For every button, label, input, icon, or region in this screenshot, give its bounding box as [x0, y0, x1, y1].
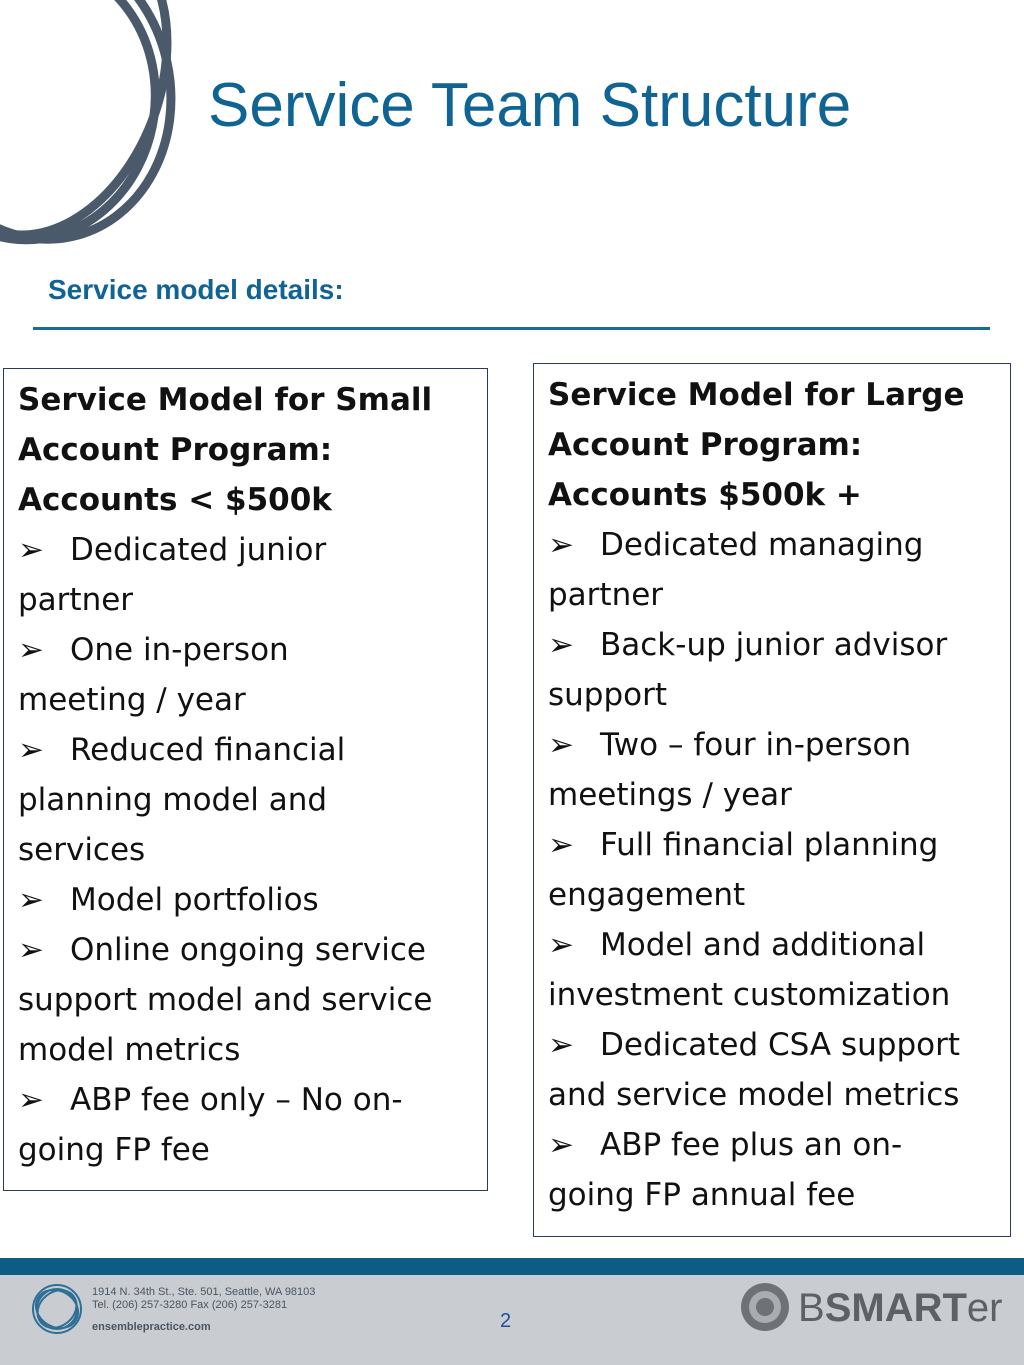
arrow-bullet-icon: ➢ — [18, 1082, 44, 1118]
bsmarter-logo-icon — [738, 1280, 792, 1334]
heading-line: Service Model for Large — [548, 377, 965, 413]
bullet-item — [18, 925, 477, 1075]
bullet-text: partner — [548, 577, 664, 613]
heading-line: Accounts < $500k — [18, 482, 332, 518]
large-account-heading — [548, 370, 1000, 520]
decorative-rings-icon — [0, 0, 240, 260]
small-account-heading — [18, 375, 477, 525]
phone-fax-line: Tel. (206) 257-3280 Fax (206) 257-3281 — [92, 1299, 288, 1311]
bullet-item — [548, 820, 1000, 920]
bullet-item — [548, 520, 1000, 620]
bullet-text: services — [18, 832, 146, 868]
footer-accent-bar — [0, 1258, 1024, 1275]
bullet-text: model metrics — [18, 1032, 241, 1068]
bullet-text: engagement — [548, 877, 746, 913]
bullet-text: going FP annual fee — [548, 1177, 856, 1213]
bullet-text: support model and service — [18, 982, 433, 1018]
arrow-bullet-icon: ➢ — [18, 882, 44, 918]
arrow-bullet-icon: ➢ — [548, 727, 574, 763]
bullet-text: Back-up junior advisor — [600, 627, 948, 663]
bullet-item — [18, 1075, 477, 1175]
arrow-bullet-icon: ➢ — [18, 732, 44, 768]
brand-wordmark — [798, 1286, 1002, 1330]
brand-prefix: B — [798, 1286, 825, 1330]
bullet-text: ABP fee only – No on- — [70, 1082, 403, 1118]
bullet-text: meetings / year — [548, 777, 792, 813]
bullet-item — [18, 725, 477, 875]
bullet-text: meeting / year — [18, 682, 246, 718]
bullet-text: investment customization — [548, 977, 951, 1013]
bullet-text: Two – four in-person — [600, 727, 912, 763]
arrow-bullet-icon: ➢ — [548, 1127, 574, 1163]
arrow-bullet-icon: ➢ — [548, 1027, 574, 1063]
heading-line: Service Model for Small — [18, 382, 433, 418]
arrow-bullet-icon: ➢ — [18, 632, 44, 668]
bullet-text: Reduced financial — [70, 732, 346, 768]
bullet-text: Online ongoing service — [70, 932, 426, 968]
footer-address — [92, 1286, 315, 1312]
heading-line: Accounts $500k + — [548, 477, 862, 513]
bullet-item — [548, 620, 1000, 720]
heading-line: Account Program: — [548, 427, 863, 463]
bullet-text: and service model metrics — [548, 1077, 960, 1113]
bullet-item — [548, 1120, 1000, 1220]
arrow-bullet-icon: ➢ — [548, 627, 574, 663]
bullet-item — [548, 920, 1000, 1020]
arrow-bullet-icon: ➢ — [548, 527, 574, 563]
bullet-text: Full financial planning — [600, 827, 939, 863]
bullet-text: Dedicated CSA support — [600, 1027, 961, 1063]
divider-rule — [33, 327, 990, 330]
bullet-text: support — [548, 677, 668, 713]
arrow-bullet-icon: ➢ — [18, 932, 44, 968]
arrow-bullet-icon: ➢ — [548, 927, 574, 963]
brand-suffix: er — [966, 1286, 1003, 1330]
heading-line: Account Program: — [18, 432, 333, 468]
bullet-text: Model portfolios — [70, 882, 319, 918]
address-line: 1914 N. 34th St., Ste. 501, Seattle, WA 98103 — [92, 1286, 316, 1298]
bullet-item — [548, 1020, 1000, 1120]
ensemble-logo-icon — [28, 1280, 86, 1338]
brand-bold: SMART — [824, 1286, 967, 1330]
bullet-text: Dedicated junior — [70, 532, 327, 568]
slide-title: Service Team Structure — [208, 71, 852, 140]
bullet-text: ABP fee plus an on- — [600, 1127, 903, 1163]
arrow-bullet-icon: ➢ — [548, 827, 574, 863]
bullet-item — [18, 875, 477, 925]
small-account-model-box — [3, 368, 488, 1191]
bullet-text: partner — [18, 582, 134, 618]
bullet-item — [548, 720, 1000, 820]
bullet-item — [18, 525, 477, 625]
bullet-text: going FP fee — [18, 1132, 210, 1168]
bullet-text: Model and additional — [600, 927, 926, 963]
large-account-model-box — [533, 363, 1011, 1237]
bullet-text: One in-person — [70, 632, 289, 668]
page-number: 2 — [500, 1310, 512, 1332]
bullet-text: planning model and — [18, 782, 328, 818]
footer-website: ensemblepractice.com — [92, 1321, 211, 1333]
arrow-bullet-icon: ➢ — [18, 532, 44, 568]
bullet-item — [18, 625, 477, 725]
slide-subtitle: Service model details: — [48, 274, 344, 305]
bullet-text: Dedicated managing — [600, 527, 924, 563]
